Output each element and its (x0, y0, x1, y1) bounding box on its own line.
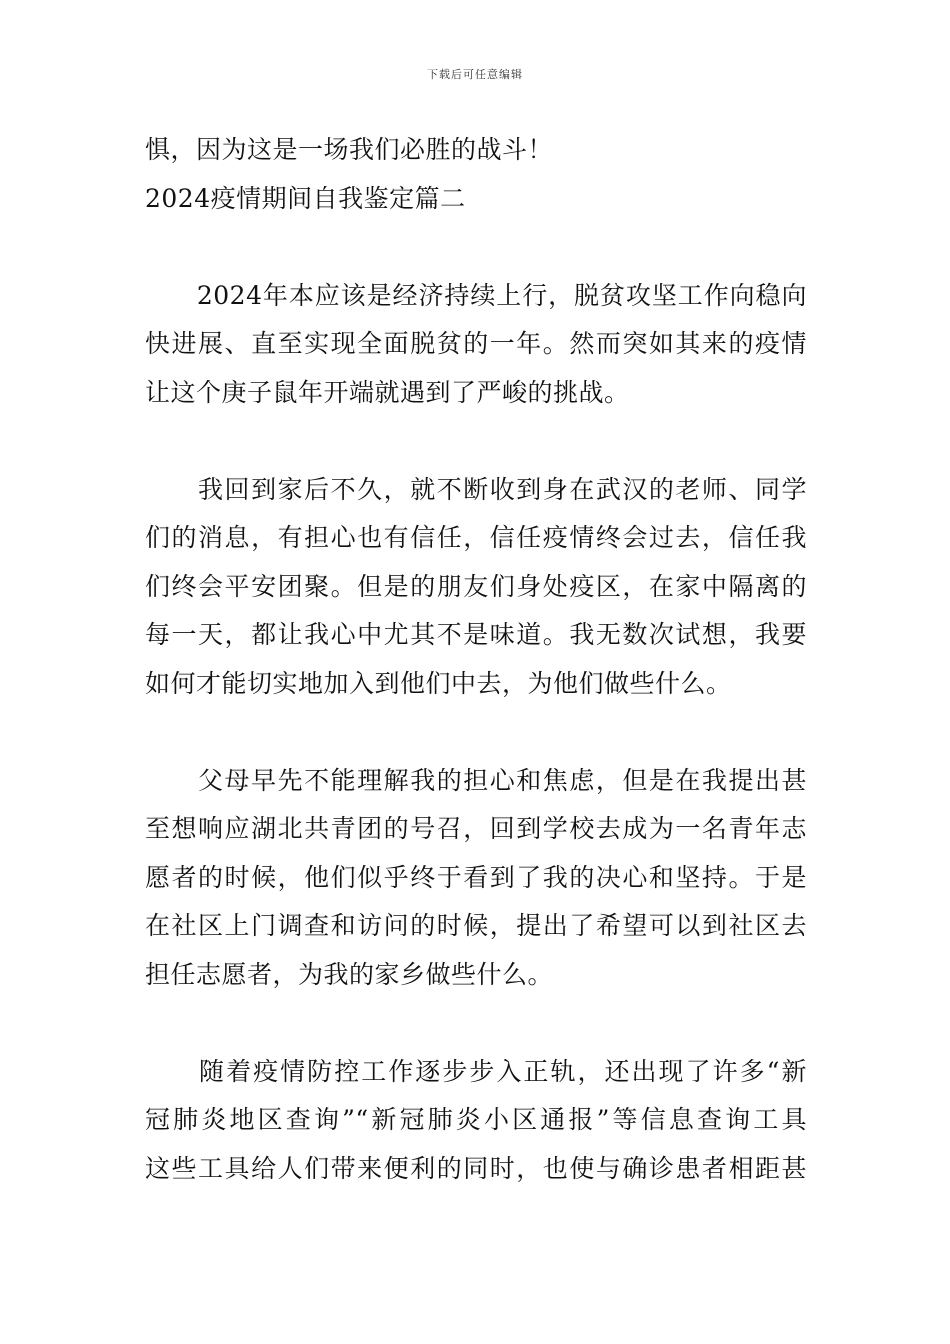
text-line: 让这个庚子鼠年开端就遇到了严峻的挑战。 (145, 377, 630, 407)
blank-line (145, 417, 807, 466)
text-line: 2024年本应该是经济持续上行，脱贫攻坚工作向稳向 (145, 280, 807, 310)
blank-line (145, 708, 807, 757)
blank-line (145, 999, 807, 1048)
section-heading: 2024疫情期间自我鉴定篇二 (145, 183, 466, 213)
text-line: 如何才能切实地加入到他们中去，为他们做些什么。 (145, 668, 732, 698)
text-line: 担任志愿者，为我的家乡做些什么。 (145, 959, 554, 989)
text-line: 在社区上门调查和访问的时候，提出了希望可以到社区去 (145, 911, 807, 940)
text-line: 快进展、直至实现全面脱贫的一年。然而突如其来的疫情 (145, 329, 807, 358)
text-line: 父母早先不能理解我的担心和焦虑，但是在我提出甚 (145, 765, 807, 795)
text-line: 至想响应湖北共青团的号召，回到学校去成为一名青年志 (145, 814, 807, 843)
text-line: 冠肺炎地区查询”“新冠肺炎小区通报”等信息查询工具 (145, 1105, 807, 1134)
text-line: 们的消息，有担心也有信任，信任疫情终会过去，信任我 (145, 523, 807, 552)
text-line: 随着疫情防控工作逐步步入正轨，还出现了许多“新 (145, 1056, 807, 1086)
text-line: 愿者的时候，他们似乎终于看到了我的决心和坚持。于是 (145, 862, 807, 892)
header-note: 下载后可任意编辑 (427, 68, 523, 81)
text-line: 惧，因为这是一场我们必胜的战斗！ (145, 135, 554, 164)
blank-line (145, 223, 807, 272)
text-line: 这些工具给人们带来便利的同时，也使与确诊患者相距甚 (145, 1153, 807, 1183)
text-line: 们终会平安团聚。但是的朋友们身处疫区，在家中隔离的 (145, 571, 807, 601)
text-line: 每一天，都让我心中尤其不是味道。我无数次试想，我要 (145, 620, 807, 649)
text-line: 我回到家后不久，就不断收到身在武汉的老师、同学 (145, 474, 807, 504)
document-body (145, 126, 807, 1193)
